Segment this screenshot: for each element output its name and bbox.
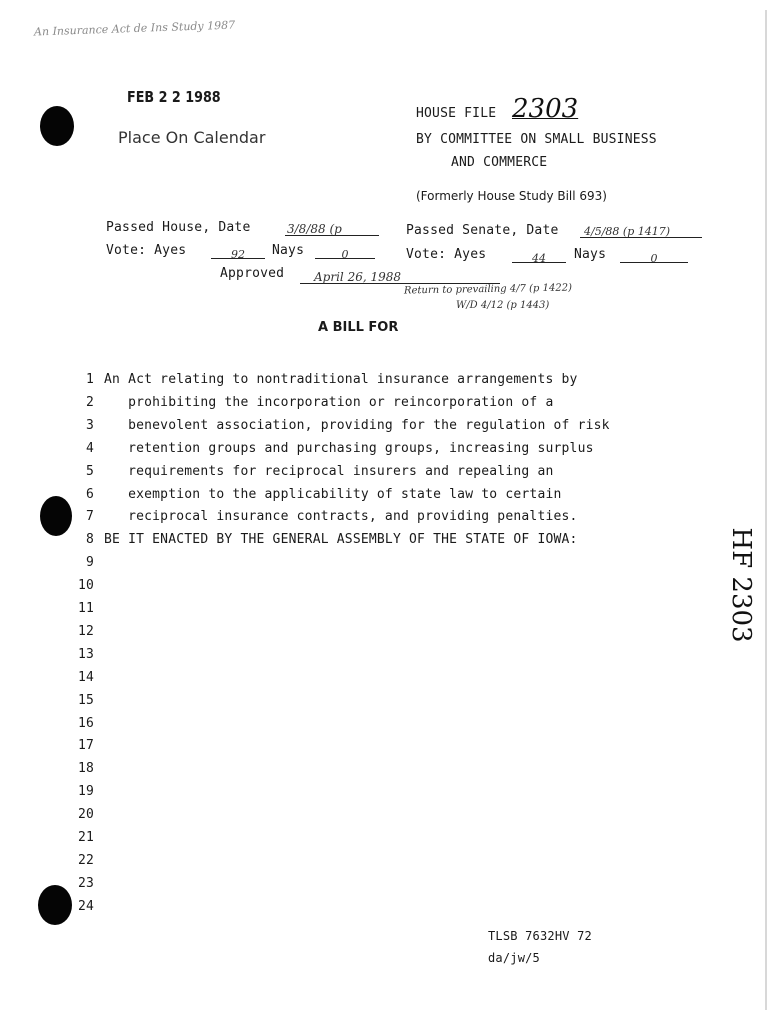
line-number: 21	[77, 830, 94, 845]
line-number: 16	[77, 715, 94, 731]
handwritten-note-line-1: Return to prevailing 4/7 (p 1422)	[403, 282, 573, 297]
formerly-study-bill: (Formerly House Study Bill 693)	[416, 189, 607, 203]
house-nays-value: 0	[341, 248, 349, 261]
line-number: 22	[77, 852, 94, 868]
side-file-label: HF 2303	[726, 527, 756, 643]
line-number: 9	[85, 555, 94, 571]
bill-heading: A BILL FOR	[318, 320, 399, 335]
stamp-date: FEB 2 2 1988	[127, 88, 221, 106]
senate-nays-field	[620, 247, 688, 263]
line-number: 6	[85, 486, 94, 502]
bill-line-text: BE IT ENACTED BY THE GENERAL ASSEMBLY OF THE STATE OF IOWA:	[104, 532, 578, 548]
senate-ayes-field	[512, 247, 566, 263]
sponsor-line-2: AND COMMERCE	[451, 155, 548, 170]
sponsor-line-1: BY COMMITTEE ON SMALL BUSINESS	[416, 132, 657, 147]
punch-hole-bottom	[38, 885, 72, 925]
punch-hole-middle	[40, 496, 72, 536]
bill-line-text: reciprocal insurance contracts, and providing penalties.	[104, 509, 578, 525]
house-ayes-field	[211, 243, 265, 259]
passed-senate-date: 4/5/88 (p 1417)	[584, 225, 671, 238]
line-number: 5	[85, 463, 94, 479]
page-edge	[765, 10, 767, 1010]
line-number: 8	[85, 532, 94, 548]
line-number: 17	[77, 738, 94, 754]
top-scribble: An Insurance Act de Ins Study 1987	[33, 18, 236, 39]
footer-code: TLSB 7632HV 72	[488, 929, 592, 943]
line-number: 10	[77, 578, 94, 594]
line-number: 13	[77, 646, 94, 662]
approved-label: Approved	[220, 266, 285, 281]
senate-vote-ayes-label: Vote: Ayes	[406, 247, 487, 262]
handwritten-note-line-2: W/D 4/12 (p 1443)	[456, 300, 550, 311]
line-number: 12	[77, 623, 94, 639]
footer-initials: da/jw/5	[488, 951, 540, 965]
line-number: 3	[85, 417, 94, 433]
line-number: 14	[77, 669, 94, 685]
house-nays-label: Nays	[272, 243, 305, 258]
senate-ayes-value: 44	[532, 252, 546, 265]
approved-date-field	[300, 266, 500, 284]
line-number: 23	[77, 875, 94, 891]
line-number: 4	[85, 440, 94, 456]
house-file-number: 2303	[512, 94, 579, 124]
senate-nays-label: Nays	[574, 247, 607, 262]
passed-house-label: Passed House, Date	[106, 220, 251, 235]
bill-line-text: retention groups and purchasing groups, increasing surplus	[104, 440, 594, 456]
line-number: 1	[85, 372, 94, 387]
bill-line-text: exemption to the applicability of state law to certain	[104, 486, 562, 502]
approved-date: April 26, 1988	[314, 270, 402, 284]
bill-line-text: An Act relating to nontraditional insurance arrangements by	[104, 372, 578, 387]
bill-line-text: requirements for reciprocal insurers and repealing an	[104, 463, 554, 479]
line-number: 24	[77, 898, 94, 914]
house-file-label: HOUSE FILE	[416, 106, 497, 121]
line-number: 18	[77, 761, 94, 777]
passed-senate-label: Passed Senate, Date	[406, 223, 559, 238]
bill-line-text: prohibiting the incorporation or reincorporation of a	[104, 394, 554, 410]
bill-line-text: benevolent association, providing for the regulation of risk	[104, 417, 610, 433]
line-number: 15	[77, 692, 94, 708]
house-vote-ayes-label: Vote: Ayes	[106, 243, 187, 258]
line-number: 20	[77, 807, 94, 823]
passed-house-date-field	[285, 218, 379, 236]
house-nays-field	[315, 243, 375, 259]
passed-house-date: 3/8/88 (p	[287, 222, 342, 236]
stamp-place-on-calendar: Place On Calendar	[118, 128, 266, 147]
punch-hole-top	[40, 106, 74, 146]
line-number: 19	[77, 784, 94, 800]
passed-senate-date-field	[580, 220, 702, 238]
line-number: 2	[85, 394, 94, 410]
house-ayes-value: 92	[231, 248, 245, 261]
senate-nays-value: 0	[650, 252, 658, 265]
line-number: 7	[85, 509, 94, 525]
line-number: 11	[77, 601, 94, 616]
